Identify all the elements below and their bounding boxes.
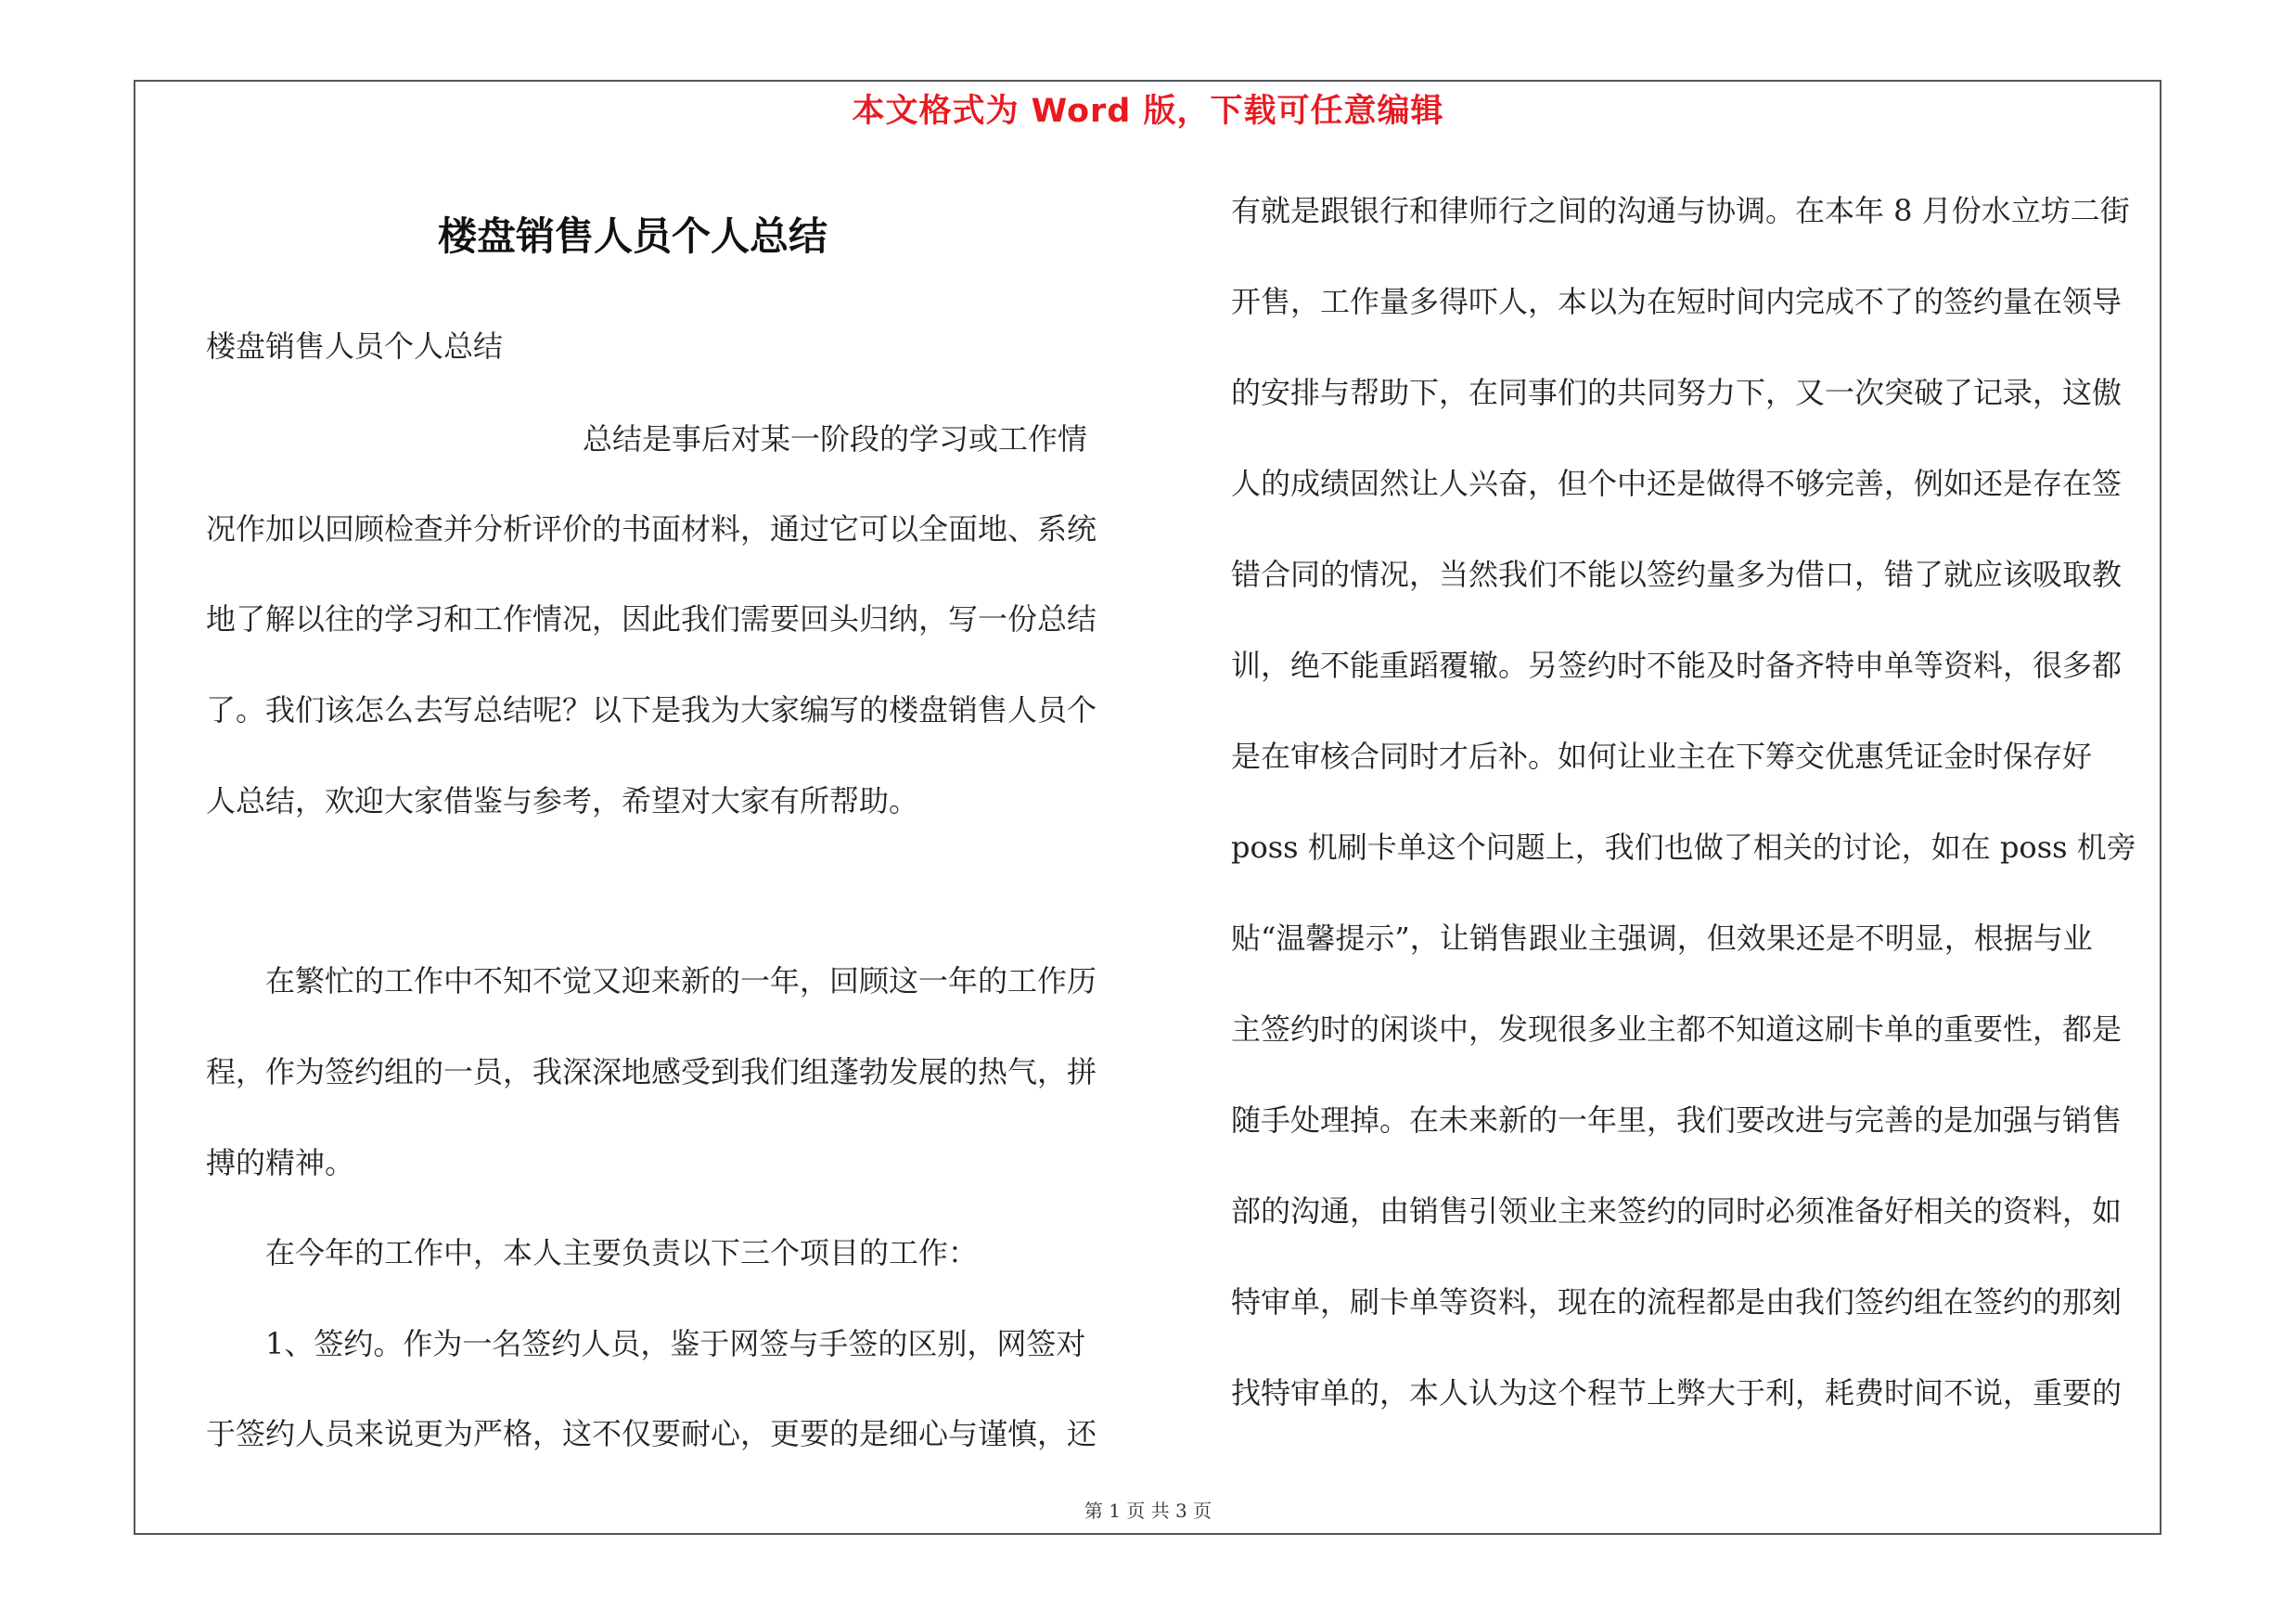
left-line: 况作加以回顾检查并分析评价的书面材料，通过它可以全面地、系统: [206, 511, 1097, 547]
left-line: 人总结，欢迎大家借鉴与参考，希望对大家有所帮助。: [206, 783, 919, 818]
left-line: 于签约人员来说更为严格，这不仅要耐心，更要的是细心与谨慎，还: [206, 1416, 1097, 1451]
left-line: 在今年的工作中，本人主要负责以下三个项目的工作：: [265, 1235, 979, 1270]
right-line: 贴“温馨提示”，让销售跟业主强调，但效果还是不明显，根据与业: [1231, 921, 2093, 956]
right-line: 开售，工作量多得吓人，本以为在短时间内完成不了的签约量在领导: [1231, 284, 2123, 319]
page-number-footer: 第 1 页 共 3 页: [1084, 1500, 1212, 1522]
editable-notice-banner: 本文格式为 Word 版，下载可任意编辑: [852, 93, 1444, 130]
left-line: 搏的精神。: [206, 1145, 355, 1180]
right-line: 的安排与帮助下，在同事们的共同努力下，又一次突破了记录，这傲: [1231, 375, 2123, 410]
right-line: 有就是跟银行和律师行之间的沟通与协调。在本年 8 月份水立坊二街: [1231, 193, 2130, 228]
left-line: 地了解以往的学习和工作情况，因此我们需要回头归纳，写一份总结: [206, 601, 1097, 637]
right-line: 特审单，刷卡单等资料，现在的流程都是由我们签约组在签约的那刻: [1231, 1284, 2123, 1320]
document-title: 楼盘销售人员个人总结: [437, 213, 827, 259]
right-line: 是在审核合同时才后补。如何让业主在下筹交优惠凭证金时保存好: [1231, 739, 2093, 774]
right-line: 训，绝不能重蹈覆辙。另签约时不能及时备齐特申单等资料，很多都: [1231, 648, 2123, 683]
left-line: 在繁忙的工作中不知不觉又迎来新的一年，回顾这一年的工作历: [265, 963, 1097, 998]
right-line: 错合同的情况，当然我们不能以签约量多为借口，错了就应该吸取教: [1231, 557, 2123, 592]
right-line: 人的成绩固然让人兴奋，但个中还是做得不够完善，例如还是存在签: [1231, 466, 2123, 501]
right-line: 主签约时的闲谈中，发现很多业主都不知道这刷卡单的重要性，都是: [1231, 1011, 2123, 1047]
left-line: 程，作为签约组的一员，我深深地感受到我们组蓬勃发展的热气，拼: [206, 1054, 1097, 1089]
right-line: 找特审单的，本人认为这个程节上弊大于利，耗费时间不说，重要的: [1231, 1375, 2123, 1410]
left-line-subtitle: 楼盘销售人员个人总结: [206, 328, 504, 364]
right-line: 部的沟通，由销售引领业主来签约的同时必须准备好相关的资料，如: [1231, 1193, 2123, 1229]
right-line: 随手处理掉。在未来新的一年里，我们要改进与完善的是加强与销售: [1231, 1102, 2123, 1138]
right-line: poss 机刷卡单这个问题上，我们也做了相关的讨论，如在 poss 机旁: [1231, 830, 2136, 865]
left-line: 总结是事后对某一阶段的学习或工作情: [583, 421, 1088, 457]
left-line: 了。我们该怎么去写总结呢？以下是我为大家编写的楼盘销售人员个: [206, 692, 1097, 728]
left-line: 1、签约。作为一名签约人员，鉴于网签与手签的区别，网签对: [265, 1326, 1086, 1361]
